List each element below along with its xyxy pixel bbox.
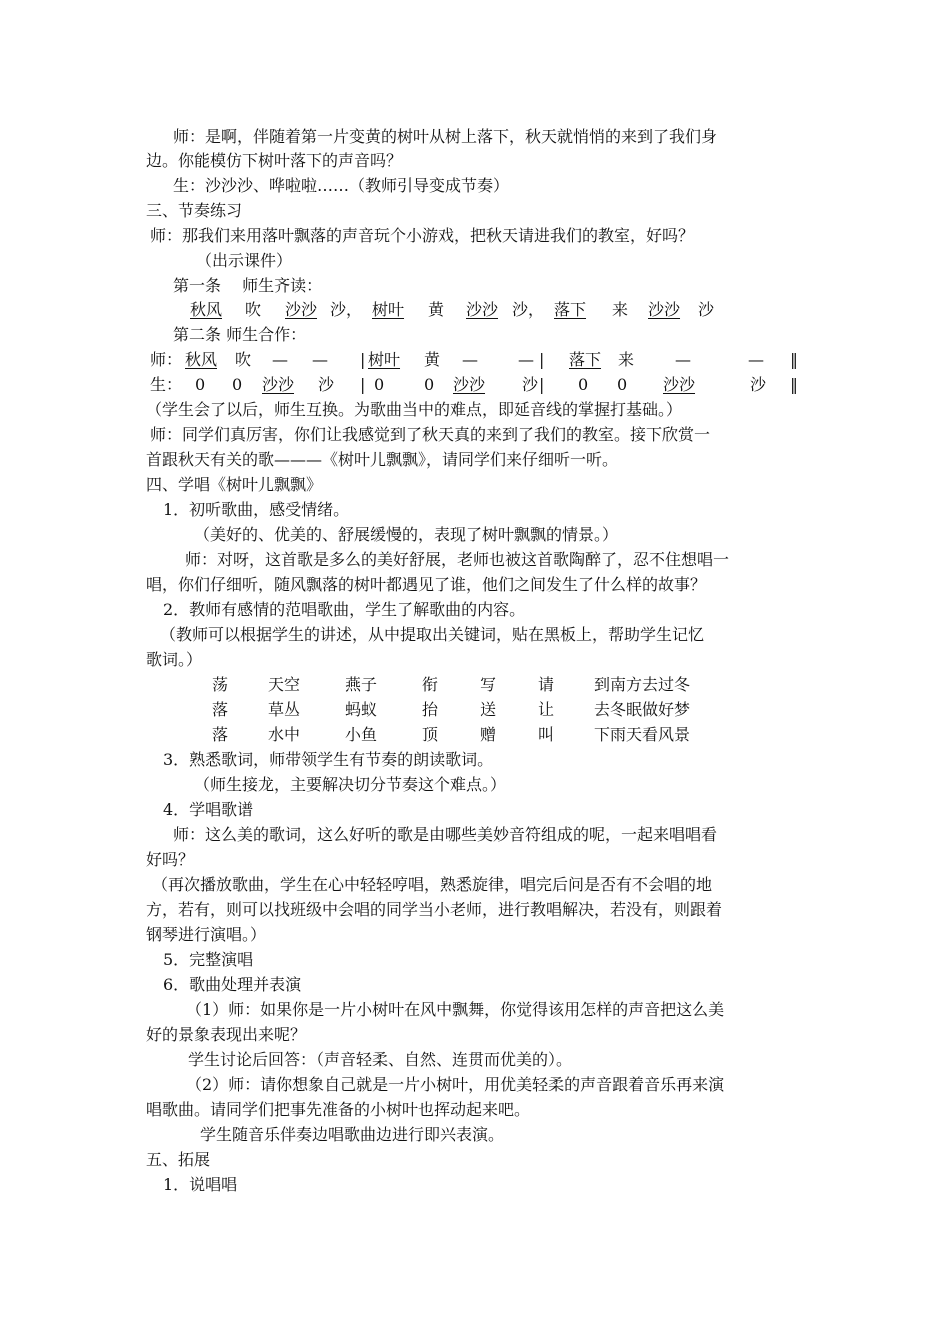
keyword: 燕子 — [345, 675, 378, 694]
rhythm-word: 秋风 — [190, 300, 223, 319]
paragraph: 好吗？ — [146, 850, 195, 869]
paragraph: （出示课件） — [196, 251, 293, 270]
rest-zero: 0 — [374, 375, 385, 394]
rest-zero: 0 — [195, 375, 206, 394]
keyword: 荡 — [212, 675, 229, 694]
keyword: 衔 — [422, 675, 439, 694]
paragraph: （美好的、优美的、舒展缓慢的，表现了树叶飘飘的情景。） — [194, 525, 619, 544]
keyword: 落 — [212, 700, 229, 719]
bar-line: | — [360, 375, 366, 394]
rest-zero: 0 — [617, 375, 628, 394]
rhythm-word: 落下 — [554, 300, 587, 319]
paragraph: 唱歌曲。请同学们把事先准备的小树叶也挥动起来吧。 — [146, 1100, 531, 1119]
section-heading: 四、学唱《树叶儿飘飘》 — [146, 475, 323, 494]
keyword: 赠 — [480, 725, 497, 744]
rest-zero: 0 — [578, 375, 589, 394]
paragraph: （1）师：如果你是一片小树叶在风中飘舞，你觉得该用怎样的声音把这么美 — [186, 1000, 725, 1019]
rhythm-dash: — — [518, 350, 534, 369]
keyword-row — [0, 698, 950, 722]
paragraph: 方，若有，则可以找班级中会唱的同学当小老师，进行教唱解决，若没有，则跟着 — [146, 900, 723, 919]
end-bar-line: ‖ — [790, 350, 798, 369]
keyword: 天空 — [268, 675, 301, 694]
paragraph: （教师可以根据学生的讲述，从中提取出关键词，贴在黑板上，帮助学生记忆 — [160, 625, 705, 644]
list-item: 6．歌曲处理并表演 — [163, 975, 302, 994]
rhythm-word: 沙沙 — [663, 375, 696, 394]
paragraph: 生：沙沙沙、哗啦啦……（教师引导变成节奏） — [173, 176, 510, 195]
section-heading: 五、拓展 — [146, 1150, 211, 1169]
list-item: 5．完整演唱 — [163, 950, 254, 969]
keyword: 送 — [480, 700, 497, 719]
speaker-label: 生： — [150, 375, 183, 394]
paragraph: 师：是啊，伴随着第一片变黄的树叶从树上落下，秋天就悄悄的来到了我们身 — [173, 127, 718, 146]
rhythm-word: 沙 — [750, 375, 767, 394]
list-item: 1．说唱唱 — [163, 1175, 238, 1194]
keyword: 去冬眠做好梦 — [594, 700, 691, 719]
rhythm-word: 沙沙 — [453, 375, 486, 394]
paragraph: 师：这么美的歌词，这么好听的歌是由哪些美妙音符组成的呢，一起来唱唱看 — [173, 825, 718, 844]
rhythm-dash: — — [748, 350, 764, 369]
rhythm-word: 树叶 — [372, 300, 405, 319]
bar-line: | — [539, 350, 545, 369]
paragraph: 学生讨论后回答：（声音轻柔、自然、连贯而优美的）。 — [188, 1050, 573, 1069]
rest-zero: 0 — [232, 375, 243, 394]
rhythm-line-student — [0, 373, 950, 397]
keyword: 落 — [212, 725, 229, 744]
rhythm-word: 落下 — [569, 350, 602, 369]
rhythm-word: 沙， — [330, 300, 363, 319]
paragraph: 钢琴进行演唱。） — [146, 925, 267, 944]
paragraph: 师：同学们真厉害，你们让我感觉到了秋天真的来到了我们的教室。接下欣赏一 — [150, 425, 711, 444]
keyword: 请 — [538, 675, 555, 694]
rhythm-word: 树叶 — [368, 350, 401, 369]
rhythm-word: 沙 — [698, 300, 715, 319]
keyword-row — [0, 723, 950, 747]
rhythm-dash: — — [312, 350, 328, 369]
list-item: 3．熟悉歌词，师带领学生有节奏的朗读歌词。 — [163, 750, 494, 769]
list-item: 2．教师有感情的范唱歌曲，学生了解歌曲的内容。 — [163, 600, 526, 619]
speaker-label: 师： — [150, 350, 183, 369]
rhythm-dash: — — [675, 350, 691, 369]
rhythm-word: 黄 — [424, 350, 441, 369]
keyword: 草丛 — [268, 700, 301, 719]
rest-zero: 0 — [424, 375, 435, 394]
list-item: 1．初听歌曲，感受情绪。 — [163, 500, 350, 519]
keyword: 蚂蚁 — [345, 700, 378, 719]
paragraph: 边。你能模仿下树叶落下的声音吗？ — [146, 151, 403, 170]
paragraph: （师生接龙，主要解决切分节奏这个难点。） — [194, 775, 507, 794]
paragraph: 唱，你们仔细听，随风飘落的树叶都遇见了谁，他们之间发生了什么样的故事？ — [146, 575, 707, 594]
keyword: 抬 — [422, 700, 439, 719]
rhythm-word: 沙沙 — [466, 300, 499, 319]
paragraph: 第一条 师生齐读： — [173, 276, 323, 295]
keyword-row — [0, 673, 950, 697]
paragraph: （2）师：请你想象自己就是一片小树叶，用优美轻柔的声音跟着音乐再来演 — [186, 1075, 725, 1094]
rhythm-word: 沙， — [512, 300, 545, 319]
keyword: 下雨天看风景 — [594, 725, 691, 744]
keyword: 水中 — [268, 725, 301, 744]
rhythm-word: 沙 — [522, 375, 539, 394]
rhythm-word: 来 — [618, 350, 635, 369]
section-heading: 三、节奏练习 — [146, 201, 243, 220]
paragraph: （再次播放歌曲，学生在心中轻轻哼唱，熟悉旋律，唱完后问是否有不会唱的地 — [152, 875, 713, 894]
list-item: 4．学唱歌谱 — [163, 800, 254, 819]
bar-line: | — [539, 375, 545, 394]
rhythm-word: 沙沙 — [285, 300, 318, 319]
rhythm-word: 沙沙 — [262, 375, 295, 394]
rhythm-word: 黄 — [428, 300, 445, 319]
rhythm-word: 沙 — [318, 375, 335, 394]
rhythm-word: 沙沙 — [648, 300, 681, 319]
paragraph: 师：对呀，这首歌是多么的美好舒展，老师也被这首歌陶醉了，忍不住想唱一 — [185, 550, 730, 569]
keyword: 叫 — [538, 725, 555, 744]
paragraph: 首跟秋天有关的歌———《树叶儿飘飘》，请同学们来仔细听一听。 — [146, 450, 619, 469]
paragraph: 学生随音乐伴奏边唱歌曲边进行即兴表演。 — [200, 1125, 505, 1144]
paragraph: 好的景象表现出来呢？ — [146, 1025, 307, 1044]
paragraph: 第二条 师生合作： — [173, 325, 307, 344]
keyword: 顶 — [422, 725, 439, 744]
bar-line: | — [360, 350, 366, 369]
rhythm-line-teacher — [0, 348, 950, 372]
paragraph: 师：那我们来用落叶飘落的声音玩个小游戏，把秋天请进我们的教室，好吗？ — [150, 226, 695, 245]
rhythm-word: 吹 — [235, 350, 252, 369]
paragraph: 歌词。） — [146, 650, 203, 669]
rhythm-dash: — — [272, 350, 288, 369]
keyword: 让 — [538, 700, 555, 719]
keyword: 写 — [480, 675, 497, 694]
rhythm-dash: — — [462, 350, 478, 369]
rhythm-line-1 — [0, 298, 950, 322]
rhythm-word: 来 — [612, 300, 629, 319]
end-bar-line: ‖ — [790, 375, 798, 394]
paragraph: （学生会了以后，师生互换。为歌曲当中的难点，即延音线的掌握打基础。） — [146, 400, 683, 419]
rhythm-word: 吹 — [245, 300, 262, 319]
keyword: 小鱼 — [345, 725, 378, 744]
keyword: 到南方去过冬 — [594, 675, 691, 694]
rhythm-word: 秋风 — [185, 350, 218, 369]
